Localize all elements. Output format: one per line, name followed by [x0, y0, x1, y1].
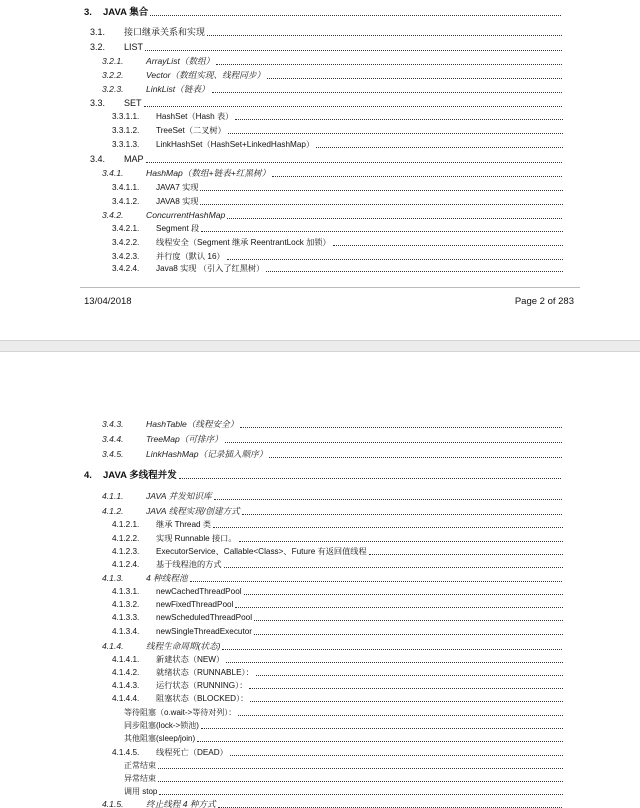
toc-entry-number: 4.1.4.2. [112, 668, 140, 677]
toc-page-2 [0, 0, 640, 340]
toc-entry-title: ArrayList（数组） [146, 56, 215, 66]
toc-entry-title: JAVA8 实现 [156, 197, 199, 206]
toc-entry-title: 运行状态（RUNNING）： [156, 681, 248, 690]
toc-leader-dots [240, 427, 562, 428]
toc-leader-dots [269, 457, 562, 458]
toc-entry-number: 4.1.4. [102, 641, 124, 651]
toc-entry-number: 4.1.2.4. [112, 560, 140, 569]
toc-leader-dots [256, 675, 563, 676]
toc-leader-dots [158, 768, 563, 769]
toc-entry-title: LinkHashMap（记录插入顺序） [146, 449, 268, 459]
toc-entry-title: MAP [124, 154, 144, 164]
toc-leader-dots [159, 794, 563, 795]
toc-leader-dots [226, 662, 563, 663]
toc-entry-title: HashMap（数组+链表+红黑树） [146, 168, 271, 178]
toc-leader-dots [239, 541, 563, 542]
toc-leader-dots [242, 514, 562, 515]
toc-leader-dots [235, 607, 563, 608]
toc-leader-dots [212, 92, 562, 93]
toc-entry-title: 正常结束 [124, 761, 156, 770]
toc-entry-number: 4.1.4.5. [112, 748, 140, 757]
toc-entry-title: LinkList（链表） [146, 84, 210, 94]
toc-leader-dots [158, 781, 563, 782]
footer-date: 13/04/2018 [84, 296, 132, 307]
toc-leader-dots [227, 218, 562, 219]
toc-entry-number: 4.1.4.3. [112, 681, 140, 690]
toc-entry-title: newSingleThreadExecutor [156, 627, 253, 636]
toc-entry-title: 线程安全（Segment 继承 ReentrantLock 加锁） [156, 238, 331, 247]
toc-leader-dots [230, 755, 563, 756]
toc-leader-dots [244, 594, 563, 595]
toc-entry-number: 3.4.5. [102, 449, 124, 459]
toc-entry-title: 4 种线程池 [146, 573, 188, 583]
toc-entry-number: 3.4.1.2. [112, 197, 140, 206]
toc-entry-title: 线程死亡（DEAD） [156, 748, 228, 757]
toc-entry-number: 3.3.1.3. [112, 140, 140, 149]
toc-entry-title: ExecutorService、Callable<Class>、Future 有返回值线程 [156, 547, 367, 556]
toc-entry-number: 3.3. [90, 98, 106, 108]
toc-entry-number: 4.1.3.4. [112, 627, 140, 636]
toc-leader-dots [213, 527, 563, 528]
toc-entry-number: 3.1. [90, 27, 106, 37]
toc-entry-number: 3.3.1.2. [112, 126, 140, 135]
toc-entry-title: TreeMap（可排序） [146, 434, 223, 444]
toc-entry-number: 3.4.1. [102, 168, 124, 178]
toc-entry-title: JAVA 多线程并发 [103, 470, 177, 481]
toc-entry-number: 4.1.3.1. [112, 587, 140, 596]
toc-entry-number: 3.4.2.2. [112, 238, 140, 247]
toc-entry-title: 等待阻塞（o.wait->等待对列）： [124, 708, 237, 717]
page-separator [0, 340, 640, 352]
toc-leader-dots [238, 715, 563, 716]
toc-entry-number: 3.4.2.1. [112, 224, 140, 233]
toc-leader-dots [201, 728, 563, 729]
toc-entry-number: 4.1.1. [102, 491, 124, 501]
toc-leader-dots [222, 649, 562, 650]
toc-entry-title: JAVA7 实现 [156, 183, 199, 192]
toc-entry-title: SET [124, 98, 142, 108]
toc-leader-dots [200, 190, 563, 191]
toc-entry-number: 3.2.3. [102, 84, 124, 94]
toc-entry-number: 4. [84, 470, 92, 481]
toc-page-3 [0, 352, 640, 808]
toc-leader-dots [214, 499, 562, 500]
toc-leader-dots [150, 15, 561, 16]
toc-leader-dots [272, 176, 562, 177]
toc-leader-dots [250, 701, 563, 702]
toc-entry-title: 新建状态（NEW） [156, 655, 225, 664]
toc-entry-title: TreeSet（二叉树） [156, 126, 226, 135]
toc-entry-number: 3.4.2.3. [112, 252, 140, 261]
toc-leader-dots [201, 231, 563, 232]
toc-leader-dots [197, 741, 563, 742]
toc-entry-title: 基于线程池的方式 [156, 560, 222, 569]
toc-entry-title: Vector（数组实现、线程同步） [146, 70, 266, 80]
toc-entry-number: 3.4. [90, 154, 106, 164]
toc-entry-number: 4.1.3.3. [112, 613, 140, 622]
toc-entry-title: 就绪状态（RUNNABLE）： [156, 668, 254, 677]
toc-entry-number: 4.1.2.2. [112, 534, 140, 543]
toc-entry-number: 3.4.3. [102, 419, 124, 429]
toc-entry-number: 3.2.2. [102, 70, 124, 80]
toc-entry-title: 同步阻塞(lock->锁池) [124, 721, 199, 730]
toc-entry-title: newScheduledThreadPool [156, 613, 253, 622]
toc-leader-dots [200, 204, 563, 205]
toc-leader-dots [207, 35, 562, 36]
toc-entry-title: 其他阻塞(sleep/join) [124, 734, 196, 743]
toc-entry-title: 终止线程 4 种方式 [146, 799, 216, 808]
toc-entry-number: 4.1.2.3. [112, 547, 140, 556]
toc-leader-dots [145, 50, 562, 51]
toc-entry-number: 4.1.4.4. [112, 694, 140, 703]
toc-entry-number: 4.1.2. [102, 506, 124, 516]
toc-leader-dots [227, 259, 563, 260]
toc-leader-dots [190, 581, 562, 582]
toc-leader-dots [225, 442, 562, 443]
toc-entry-title: JAVA 线程实现/创建方式 [146, 506, 240, 516]
toc-entry-number: 4.1.3.2. [112, 600, 140, 609]
toc-entry-number: 3.4.4. [102, 434, 124, 444]
toc-entry-title: 实现 Runnable 接口。 [156, 534, 237, 543]
toc-entry-title: 阻塞状态（BLOCKED）： [156, 694, 249, 703]
toc-entry-title: ConcurrentHashMap [146, 210, 226, 220]
footer-page-number: Page 2 of 283 [514, 296, 574, 307]
toc-entry-title: 并行度（默认 16） [156, 252, 225, 261]
toc-entry-title: LinkHashSet（HashSet+LinkedHashMap） [156, 140, 315, 149]
toc-entry-title: LIST [124, 42, 144, 52]
toc-entry-title: 线程生命周期(状态) [146, 641, 221, 651]
toc-leader-dots [224, 567, 563, 568]
toc-entry-title: JAVA 并发知识库 [146, 491, 212, 501]
toc-entry-number: 4.1.5. [102, 799, 124, 808]
toc-entry-number: 3.4.2. [102, 210, 124, 220]
toc-entry-number: 3.2. [90, 42, 106, 52]
toc-entry-title: newCachedThreadPool [156, 587, 242, 596]
toc-leader-dots [266, 271, 563, 272]
toc-entry-title: 异常结束 [124, 774, 156, 783]
toc-entry-number: 3. [84, 7, 92, 18]
toc-leader-dots [146, 162, 562, 163]
toc-entry-number: 4.1.2.1. [112, 520, 140, 529]
toc-leader-dots [235, 119, 563, 120]
toc-leader-dots [144, 106, 562, 107]
toc-entry-number: 3.4.2.4. [112, 264, 140, 273]
toc-entry-number: 3.3.1.1. [112, 112, 140, 121]
toc-leader-dots [179, 478, 561, 479]
toc-entry-title: HashTable（线程安全） [146, 419, 239, 429]
footer-rule [80, 287, 580, 288]
toc-leader-dots [254, 634, 563, 635]
toc-entry-number: 4.1.4.1. [112, 655, 140, 664]
toc-entry-title: 接口继承关系和实现 [124, 27, 206, 37]
toc-leader-dots [249, 688, 563, 689]
toc-leader-dots [254, 620, 563, 621]
toc-entry-title: Segment 段 [156, 224, 200, 233]
toc-leader-dots [316, 147, 563, 148]
toc-entry-title: Java8 实现 （引入了红黑树） [156, 264, 265, 273]
toc-entry-title: HashSet（Hash 表） [156, 112, 234, 121]
toc-leader-dots [216, 64, 562, 65]
toc-leader-dots [228, 133, 563, 134]
toc-leader-dots [267, 78, 562, 79]
toc-entry-title: newFixedThreadPool [156, 600, 234, 609]
toc-entry-title: 调用 stop [124, 787, 158, 796]
toc-entry-title: JAVA 集合 [103, 7, 149, 18]
toc-entry-number: 3.4.1.1. [112, 183, 140, 192]
toc-entry-title: 继承 Thread 类 [156, 520, 212, 529]
toc-leader-dots [369, 554, 563, 555]
toc-entry-number: 3.2.1. [102, 56, 124, 66]
toc-leader-dots [333, 245, 563, 246]
toc-entry-number: 4.1.3. [102, 573, 124, 583]
